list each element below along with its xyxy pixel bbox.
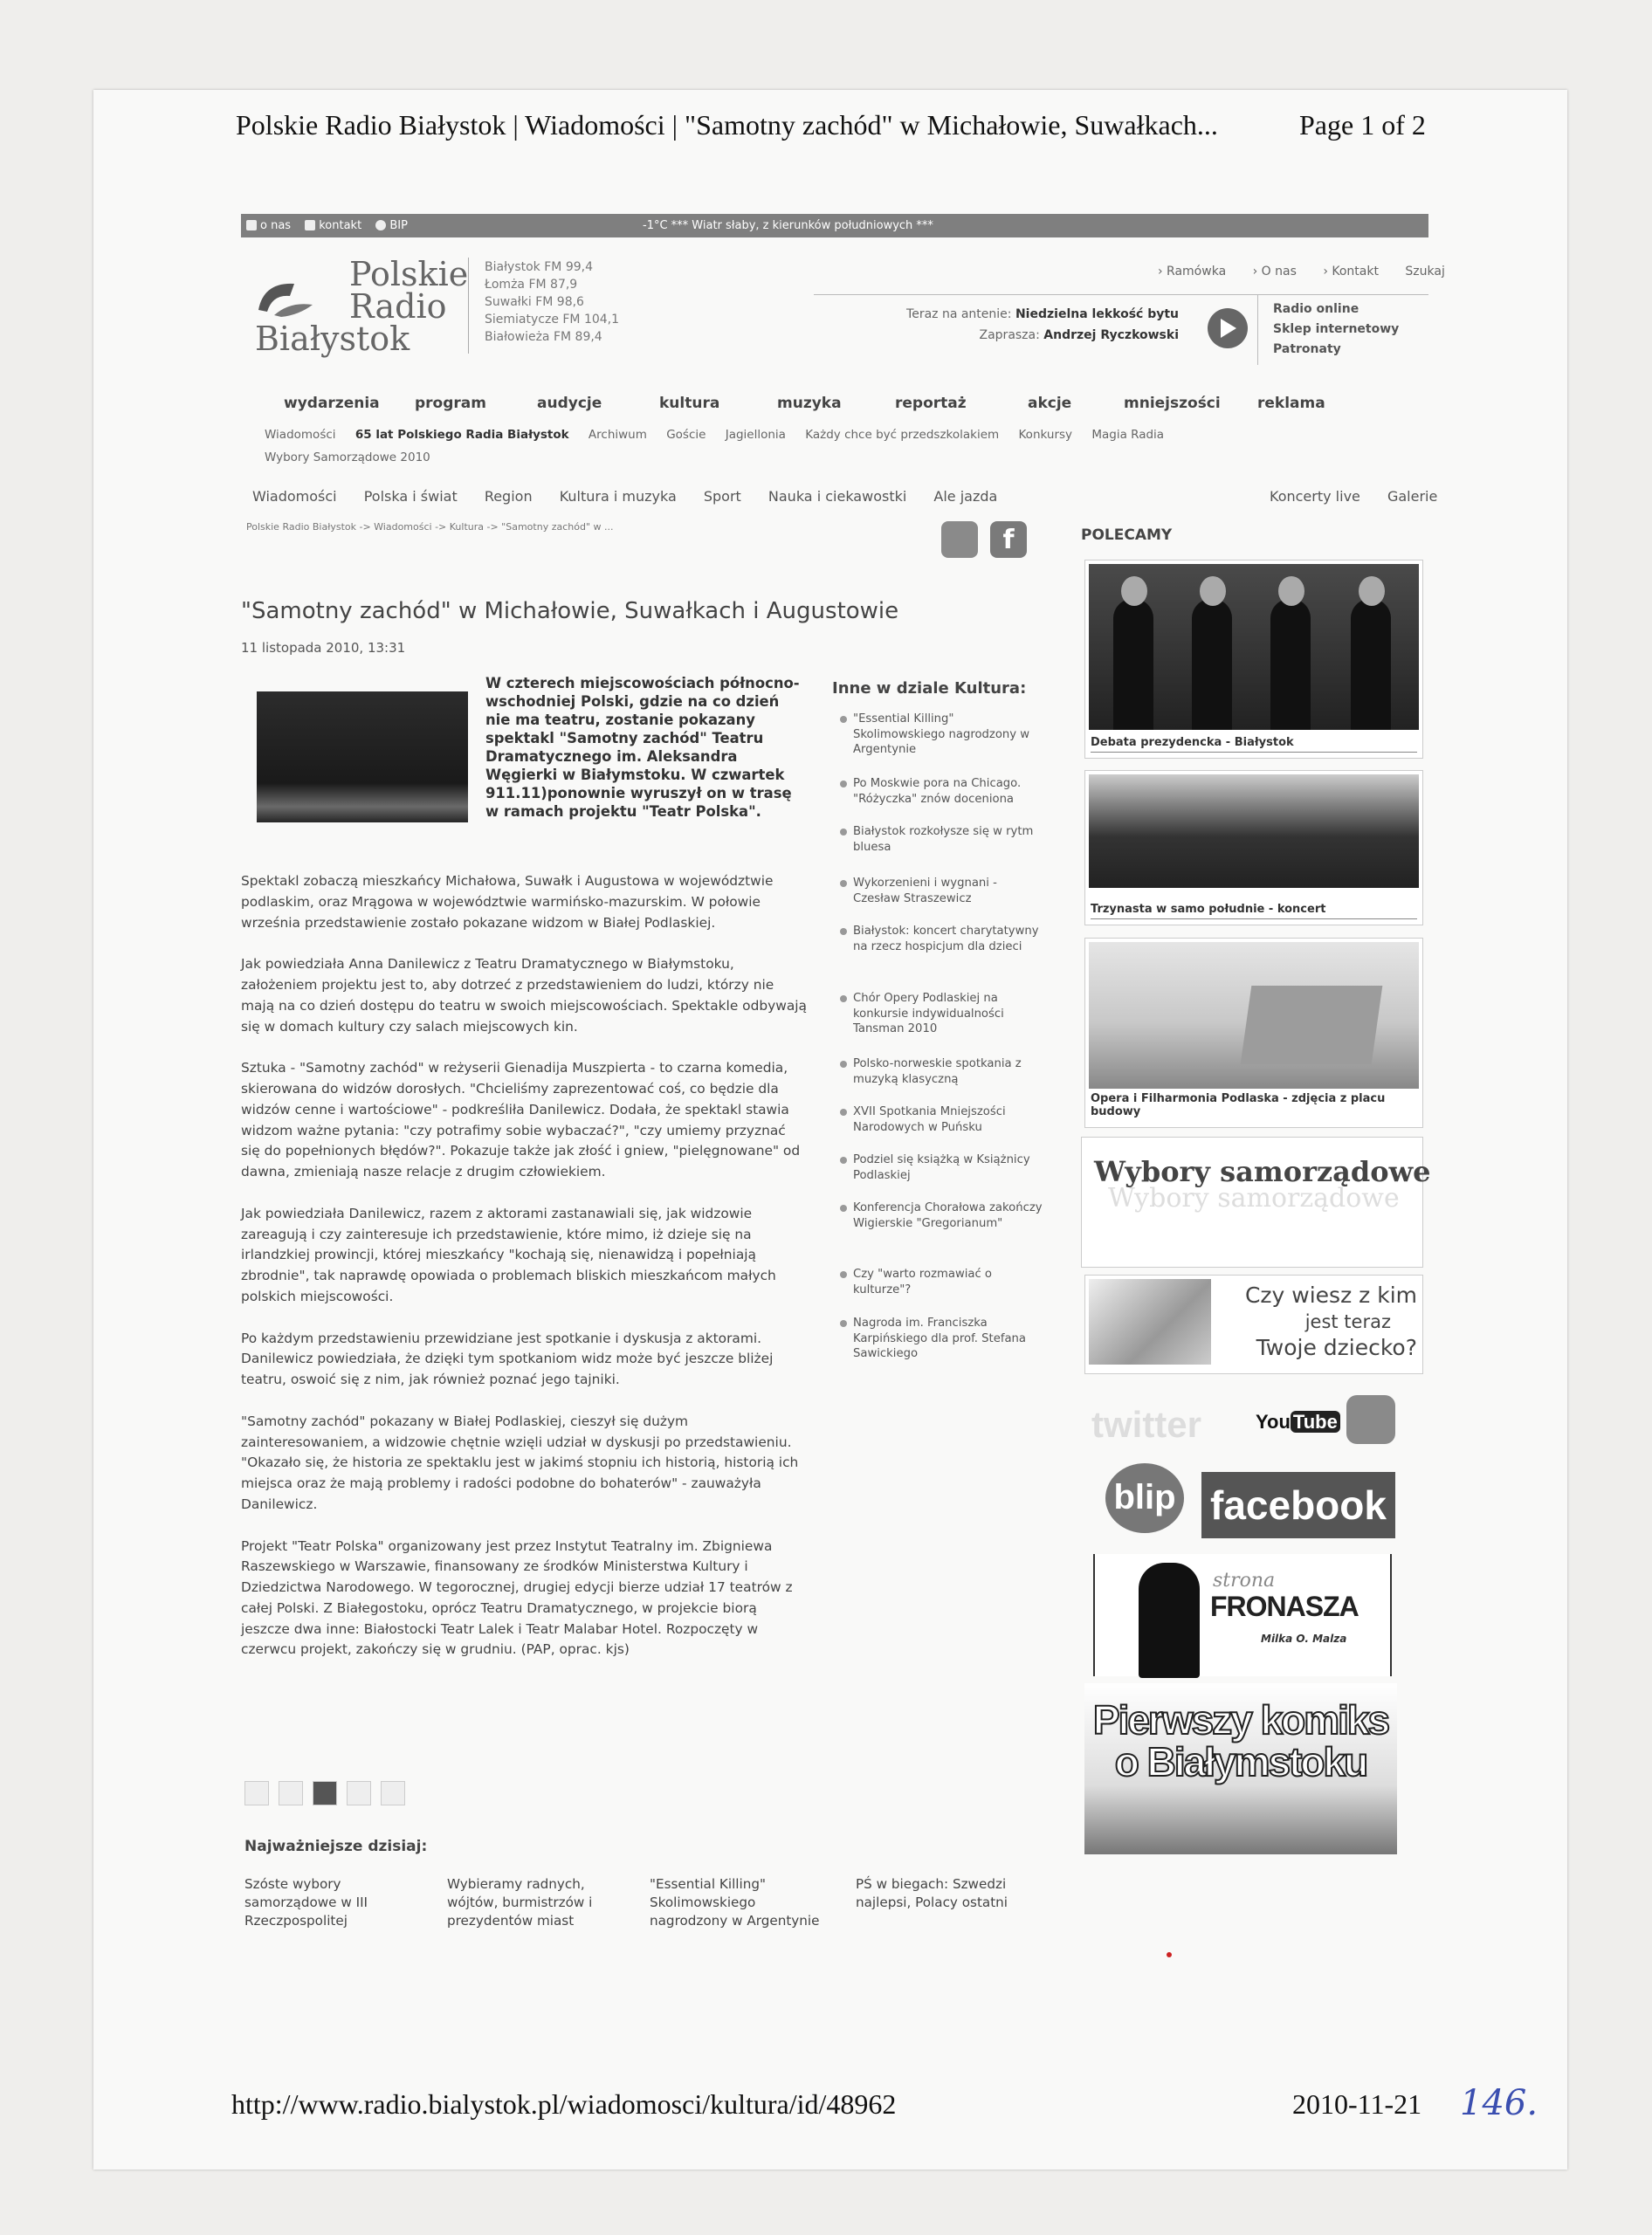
topnav-o-nas[interactable]: › O nas (1252, 265, 1297, 279)
topbar-link-contact[interactable]: kontakt (305, 219, 361, 232)
related-item[interactable]: Konferencja Chorałowa zakończy Wigierskie "Gregorianum" (832, 1200, 1045, 1231)
secnav-galerie[interactable]: Galerie (1387, 488, 1438, 505)
topnav-kontakt[interactable]: › Kontakt (1323, 265, 1379, 279)
promo-opera[interactable]: Opera i Filharmonia Podlaska - zdjęcia z placu budowy (1084, 938, 1423, 1128)
article-lead: W czterech miejscowościach północno-wschodniej Polski, gdzie na co dzień nie ma teatru, zostanie pokazany spektakl "Samotny zachód" Teatru Dramatycznego im. Aleksandra Węgierki w Białymstoku. W czwartek 911.11)ponownie wyruszył on w trasę w ramach projektu "Teatr Polska". (485, 675, 800, 820)
frequency-list: Białystok FM 99,4 Łomża FM 87,9 Suwałki FM 98,6 Siemiatycze FM 104,1 Białowieża FM 89,4 (485, 260, 620, 344)
promo-photo (1089, 564, 1419, 730)
article-body (241, 871, 809, 1681)
ink-dot (1167, 1952, 1172, 1957)
link-patronaty[interactable]: Patronaty (1273, 342, 1341, 356)
social-links (1081, 1385, 1421, 1551)
mainnav-kultura[interactable]: kultura (659, 395, 720, 412)
banner-wybory[interactable]: Wybory samorządowe Wybory samorządowe (1081, 1137, 1423, 1268)
divider (1091, 918, 1417, 919)
top-today-heading: Najważniejsze dzisiaj: (244, 1838, 428, 1855)
article-paragraph: Spektakl zobaczą mieszkańcy Michałowa, Suwałk i Augustowa w województwie podlaskim, oraz Mrągowa w województwie warmińsko-mazurskim. W połowie września przedstawienie zostało pokazane widzom w Białej Podlaskiej. (241, 873, 774, 931)
facebook-share-icon[interactable] (313, 1781, 337, 1805)
top-nav (1135, 265, 1445, 279)
subnav-item[interactable]: Jagiellonia (725, 428, 786, 442)
banner-fronasza[interactable]: strona FRONASZA Milka O. Malza (1093, 1554, 1392, 1676)
bip-icon (375, 220, 386, 230)
secnav-item[interactable]: Wiadomości (252, 488, 337, 505)
related-item[interactable]: "Essential Killing" Skolimowskiego nagrodzony w Argentynie (832, 712, 1045, 758)
sub-nav (265, 428, 1180, 442)
youtube-logo[interactable]: You Tube (1256, 1411, 1329, 1442)
promo-photo (1089, 774, 1419, 888)
topnav-szukaj[interactable]: Szukaj (1405, 265, 1445, 279)
subnav-item-wybory[interactable]: Wybory Samorządowe 2010 (265, 450, 430, 464)
print-date: 2010-11-21 (1292, 2088, 1422, 2120)
related-item[interactable]: Chór Opery Podlaskiej na konkursie indywidualności Tansman 2010 (832, 991, 1045, 1037)
secnav-item[interactable]: Nauka i ciekawostki (767, 488, 907, 505)
subnav-item[interactable]: Konkursy (1018, 428, 1073, 442)
article-paragraph: Jak powiedziała Danilewicz, razem z aktorami zastanawiali się, jak widzowie zareagują i czy zainteresuje ich przedstawienie, które mimo, iż dzieje się na irlandzkiej prowincji, której mieszkańcy "kochają się, nienawidzą i popełniają zbrodnie", tak naprawdę opowiada o problemach bliskich mieszkańcom małych polskich miejscowości. (241, 1205, 776, 1304)
handwritten-number: 146. (1460, 2083, 1538, 2123)
on-air-info: Teraz na antenie: Niedzielna lekkość bytu Zaprasza: Andrzej Ryczkowski (906, 307, 1179, 342)
breadcrumb: Polskie Radio Białystok -> Wiadomości -> Kultura -> "Samotny zachód" w ... (246, 521, 614, 533)
link-radio-online[interactable]: Radio online (1273, 302, 1359, 316)
twitter-share-icon[interactable] (279, 1781, 303, 1805)
mainnav-muzyka[interactable]: muzyka (777, 395, 842, 412)
topbar-link-bip[interactable]: BIP (375, 219, 408, 232)
article-paragraph: "Samotny zachód" pokazany w Białej Podlaskiej, cieszył się dużym zainteresowaniem, a widzowie chętnie wzięli udział w dyskusji po przedstawieniu. "Okazało się, że historia ze spektaklu jest w jakimś stopniu ich historią, historią ich miejsca oraz że mają problemy i radości podobne do bohaterów" - zauważyła Danilewicz. (241, 1413, 799, 1512)
promo-photo (1089, 942, 1419, 1089)
promo-concert[interactable]: Trzynasta w samo południe - koncert (1084, 770, 1423, 925)
subnav-item[interactable]: 65 lat Polskiego Radia Białystok (354, 428, 569, 442)
article-paragraph: Sztuka - "Samotny zachód" w reżyserii Gienadija Muszpierta - to czarna komedia, skierowana do widzów dorosłych. "Chcieliśmy zaprezentować coś, co będzie dla widzów cenne i wartościowe" - podkreśliła Danilewicz. Dodała, że spektakl stawia widzom ważne pytania: "czy potrafimy sobie wybaczać?", "czy umiemy przyznać się do popełnionych błędów?". Pokazuje także jak złość i gniew, "pielęgnowane" od dawna, zmieniają nasze relacje z drugim człowiekiem. (241, 1060, 801, 1180)
other-share-icon[interactable] (381, 1781, 405, 1805)
mainnav-reklama[interactable]: reklama (1257, 395, 1325, 412)
print-header: Polskie Radio Białystok | Wiadomości | "Samotny zachód" w Michałowie, Suwałkach... (236, 109, 1218, 141)
secnav-item[interactable]: Region (484, 488, 533, 505)
related-item[interactable]: Po Moskwie pora na Chicago. "Różyczka" znów doceniona (832, 776, 1045, 807)
topnav-ramowka[interactable]: › Ramówka (1158, 265, 1227, 279)
divider (814, 294, 1428, 295)
related-item[interactable]: Podziel się książką w Książnicy Podlaskiej (832, 1152, 1045, 1183)
facebook-logo[interactable]: facebook (1201, 1472, 1395, 1538)
secnav-item[interactable]: Polska i świat (363, 488, 458, 505)
topbar-link-about[interactable]: o nas (246, 219, 291, 232)
secnav-item[interactable]: Sport (703, 488, 741, 505)
related-item[interactable]: Polsko-norweskie spotkania z muzyką klasyczną (832, 1056, 1045, 1087)
facebook-icon[interactable]: f (990, 521, 1027, 558)
article-title: "Samotny zachód" w Michałowie, Suwałkach i Augustowie (241, 598, 899, 624)
promo-debate[interactable]: Debata prezydencka - Białystok (1084, 560, 1423, 759)
related-item[interactable]: XVII Spotkania Mniejszości Narodowych w Puńsku (832, 1104, 1045, 1135)
link-sklep[interactable]: Sklep internetowy (1273, 322, 1400, 336)
article-paragraph: Projekt "Teatr Polska" organizowany jest przez Instytut Teatralny im. Zbigniewa Raszewskiego w Warszawie, finansowany ze środków Ministerstwa Kultury i Dziedzictwa Narodowego. W tegorocznej, drugiej edycji bierze udział 17 teatrów z całej Polski. Z Białegostoku, oprócz Teatru Dramatycznego, w projekcie biorą jeszcze dwa inne: Białostocki Teatr Lalek i Teatr Malabar Hotel. Rozpoczęty w czerwcu projekt, zakończy się w grudniu. (PAP, oprac. kjs) (241, 1537, 793, 1658)
subnav-item[interactable]: Archiwum (588, 428, 647, 442)
rss-icon[interactable] (1346, 1395, 1395, 1444)
banner-czy-wiesz[interactable]: Czy wiesz z kim jest teraz Twoje dziecko? (1084, 1275, 1423, 1374)
quick-links (1273, 299, 1399, 360)
print-url: http://www.radio.bialystok.pl/wiadomosci/kultura/id/48962 (231, 2088, 897, 2120)
subnav-item[interactable]: Każdy chce być przedszkolakiem (805, 428, 1000, 442)
mainnav-wydarzenia[interactable]: wydarzenia (284, 395, 380, 412)
logo[interactable]: Polskie Radio Białystok (255, 255, 469, 358)
subnav-item[interactable]: Wiadomości (265, 428, 336, 442)
mainnav-akcje[interactable]: akcje (1028, 395, 1072, 412)
article-photo (257, 691, 468, 822)
top-today-item[interactable]: PŚ w biegach: Szwedzi najlepsi, Polacy ostatni (856, 1876, 1008, 1910)
secnav-item[interactable]: Kultura i muzyka (559, 488, 677, 505)
weather-ticker: -1°C *** Wiatr słaby, z kierunków południowych *** (643, 219, 933, 232)
mainnav-reportaz[interactable]: reportaż (895, 395, 967, 412)
logo-divider (468, 258, 469, 354)
twitter-logo[interactable]: twitter (1091, 1404, 1201, 1445)
top-today-item[interactable]: Wybieramy radnych, wójtów, burmistrzów i prezydentów miast (447, 1876, 593, 1929)
banner-komiks[interactable]: Pierwszy komiks o Białymstoku (1084, 1683, 1397, 1854)
related-item[interactable]: Nagroda im. Franciszka Karpińskiego dla prof. Stefana Sawickiego (832, 1316, 1045, 1362)
related-item[interactable]: Wykorzenieni i wygnani - Czesław Straszewicz (832, 876, 1045, 906)
plus-share-icon[interactable] (347, 1781, 371, 1805)
divider (1257, 295, 1258, 365)
divider (1091, 752, 1417, 753)
play-icon[interactable] (1208, 308, 1248, 348)
top-bar (241, 214, 1428, 237)
subnav-item[interactable]: Goście (666, 428, 706, 442)
related-heading: Inne w dziale Kultura: (832, 679, 1027, 698)
mainnav-audycje[interactable]: audycje (537, 395, 602, 412)
mail-icon (305, 220, 315, 230)
person-icon (246, 220, 257, 230)
secnav-item[interactable]: Ale jazda (933, 488, 998, 505)
secnav-koncerty[interactable]: Koncerty live (1270, 488, 1360, 505)
hand-image (1089, 1279, 1211, 1365)
rss-icon[interactable] (941, 521, 978, 558)
section-nav (252, 488, 1020, 505)
section-nav-right (1247, 488, 1437, 505)
blip-logo[interactable]: blip (1105, 1463, 1184, 1533)
share-bar (244, 1781, 410, 1809)
recommended-heading: POLECAMY (1081, 526, 1173, 544)
mainnav-program[interactable]: program (415, 395, 486, 412)
article-date: 11 listopada 2010, 13:31 (241, 640, 406, 656)
subnav-item[interactable]: Magia Radia (1091, 428, 1165, 442)
article-paragraph: Po każdym przedstawieniu przewidziane jest spotkanie i dyskusja z aktorami. Danilewicz powiedziała, że dzięki tym spotkaniom widz może być jeszcze bliżej teatru, oswoić się z nim, jak również poznać jego tajniki. (241, 1330, 774, 1388)
top-today-item[interactable]: "Essential Killing" Skolimowskiego nagrodzony w Argentynie (650, 1876, 820, 1929)
article-paragraph: Jak powiedziała Anna Danilewicz z Teatru Dramatycznego w Białymstoku, założeniem projektu jest to, aby dotrzeć z przedstawieniem do ludzi, którzy nie mają na co dzień dostępu do teatru w swoich miejscowościach. Spektakle odbywają się w domach kultury czy salach miejscowych kin. (241, 956, 807, 1035)
related-item[interactable]: Białystok rozkołysze się w rytm bluesa (832, 824, 1045, 855)
print-page-number: Page 1 of 2 (1299, 109, 1426, 141)
figure-silhouette (1139, 1563, 1200, 1678)
share-icon[interactable] (244, 1781, 269, 1805)
mainnav-mniejszosci[interactable]: mniejszości (1124, 395, 1221, 412)
top-today-item[interactable]: Szóste wybory samorządowe w III Rzeczpospolitej (244, 1876, 368, 1929)
related-item[interactable]: Czy "warto rozmawiać o kulturze"? (832, 1267, 1045, 1297)
related-item[interactable]: Białystok: koncert charytatywny na rzecz hospicjum dla dzieci (832, 924, 1045, 954)
